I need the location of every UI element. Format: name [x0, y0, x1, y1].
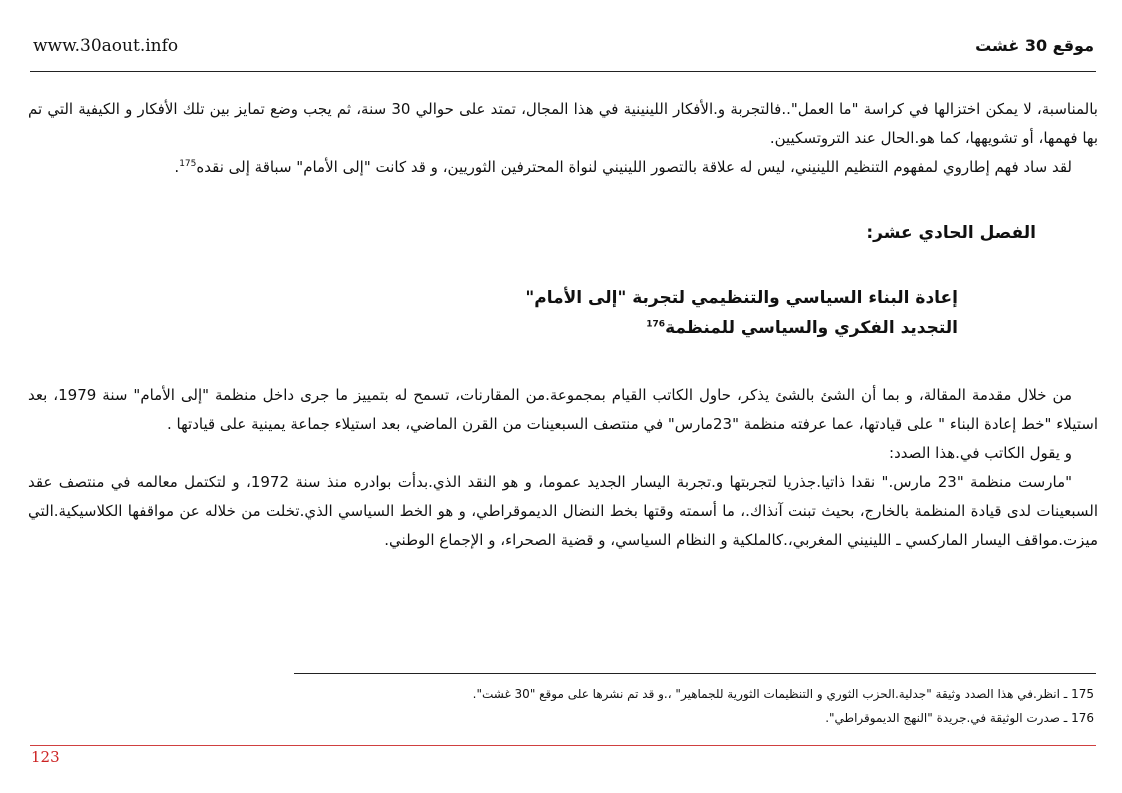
intro-paragraph-2-end: .	[174, 158, 180, 176]
chapter-title-line-1: إعادة البناء السياسي والتنظيمي لتجربة "إلى الأمام"	[525, 288, 958, 308]
chapter-title-line-2	[525, 313, 958, 343]
footnotes	[314, 682, 1094, 730]
footnote-ref-175: 175	[179, 159, 197, 169]
intro-paragraph-2-text: لقد ساد فهم إطاروي لمفهوم التنظيم اللينيني، ليس له علاقة بالتصور اللينيني لنواة المحترفين الثوريين، و قد كانت "إلى الأمام" سباقة إلى نقده	[196, 158, 1072, 176]
main-paragraph-1: من خلال مقدمة المقالة، و بما أن الشئ بالشئ يذكر، حاول الكاتب القيام بمجموعة.من المقارنات، تسمح له بتمييز ما جرى داخل منظمة "إلى الأمام" سنة 1979، بعد استيلاء "خط إعادة البناء " على قيادتها، عما عرفته منظمة "23مارس" في منتصف السبعينات من القرن الماضي، بعد استيلاء جماعة يمينية على قيادتها .	[28, 386, 1098, 433]
footer-divider	[30, 745, 1096, 746]
main-paragraph-2: و يقول الكاتب في.هذا الصدد:	[889, 444, 1072, 462]
footnote-ref-176: 176	[646, 319, 666, 330]
intro-paragraph-2	[28, 153, 1098, 182]
chapter-title	[525, 283, 958, 343]
main-text	[28, 381, 1098, 555]
site-name: موقع 30 غشت	[975, 36, 1094, 55]
intro-paragraph-1: بالمناسبة، لا يمكن اختزالها في كراسة "ما العمل"..فالتجربة و.الأفكار اللينينية في هذا المجال، تمتد على حوالي 30 سنة، ثم يجب وضع تمايز بين تلك الأفكار و الكيفية التي تم بها فهمها، أو تشويهها، كما هو.الحال عند التروتسكيين.	[28, 100, 1098, 147]
intro-text	[28, 95, 1098, 182]
chapter-heading: الفصل الحادي عشر:	[866, 223, 1036, 243]
footnote-175: 175 ـ انظر.في هذا الصدد وثيقة "جدلية.الحزب الثوري و التنظيمات الثورية للجماهير" ،.و قد تم نشرها على موقع "30 غشت".	[472, 687, 1094, 701]
main-paragraph-3: "مارست منظمة "23 مارس." نقدا ذاتيا.جذريا لتجربتها و.تجربة اليسار الجديد عموما، و هو النقد الذي.بدأت بوادره منذ سنة 1972، و لتكتمل معالمه في منتصف عقد السبعينات لدى قيادة المنظمة بالخارج، بحيث تبنت آنذاك.، ما أسمته وقتها بخط النضال الديموقراطي، و هو الخط السياسي الذي.تخلت من خلاله عن مواقفها الكلاسيكية.التي ميزت.مواقف اليسار الماركسي ـ اللينيني المغربي،.كالملكية و النظام السياسي، و قضية الصحراء، و الإجماع الوطني.	[28, 473, 1098, 549]
chapter-title-line-2-text: التجديد الفكري والسياسي للمنظمة	[665, 318, 958, 338]
site-url: www.30aout.info	[33, 36, 179, 56]
page-number: 123	[31, 748, 60, 766]
footnote-176: 176 ـ صدرت الوثيقة في.جريدة "النهج الديموقراطي".	[825, 711, 1094, 725]
footnote-divider	[294, 673, 1096, 674]
header-divider	[30, 71, 1096, 72]
